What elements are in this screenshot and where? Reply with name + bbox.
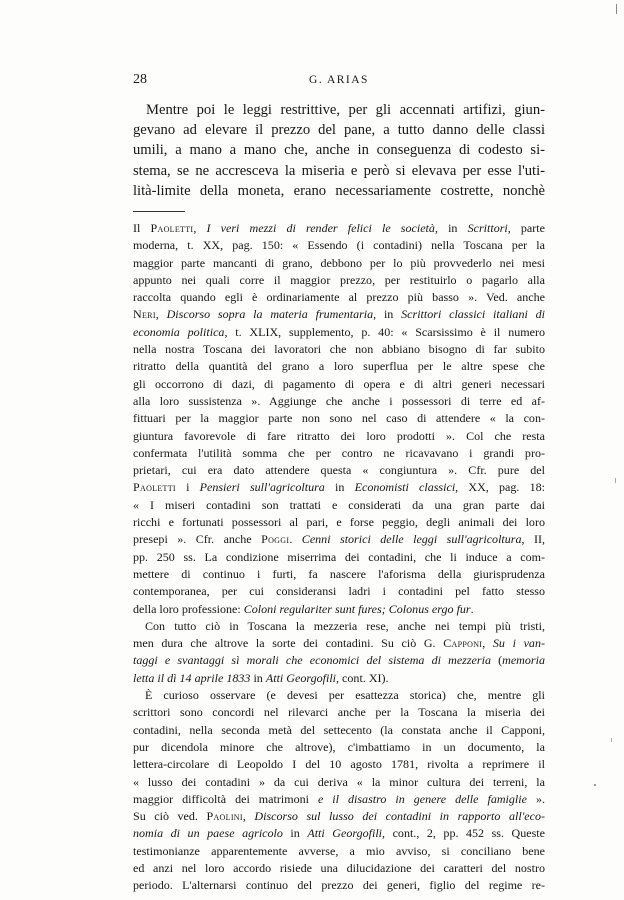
footnote-line (133, 843, 545, 860)
text-segment: alla loro sussistenza ». Aggiunge che anche i possessori di terre ed af- (133, 393, 545, 408)
footnote-line (133, 791, 545, 808)
scan-mark (611, 738, 612, 742)
text-segment: ed anzi nel loro accordo risiede una dilucidazione dei caratteri del nostro (133, 860, 545, 875)
main-text-line: lità-limite della moneta, erano necessariamente costrette, nonchè (133, 182, 545, 199)
text-segment: , (482, 636, 493, 651)
scan-mark (616, 4, 617, 14)
footnote-line (133, 601, 545, 618)
footnote-line (133, 358, 545, 375)
text-segment: ( (490, 653, 503, 668)
text-segment: scrittori sono concordi nel rilevarci anche per la Toscana la miseria dei (133, 705, 545, 720)
italic-text: Su i van- (492, 636, 545, 651)
page-header (133, 72, 545, 90)
text-segment: della loro professione: (133, 601, 244, 616)
text-segment: È curioso osservare (e devesi per esattezza storica) che, mentre gli (145, 688, 545, 703)
footnote-line (133, 462, 545, 479)
footnote-line (133, 479, 545, 496)
italic-text: nomia di un paese agricolo (133, 826, 283, 841)
footnote-line (133, 341, 545, 358)
italic-text: letta il dì 14 aprile 1833 (133, 670, 251, 685)
author-name: Capponi (443, 636, 483, 651)
footnote-line (133, 618, 545, 635)
author-name: Paoletti (150, 221, 194, 235)
footnote-line (133, 255, 545, 272)
author-name: Paolini (206, 809, 243, 824)
footnote-line (133, 410, 545, 427)
italic-text: economia politica (133, 324, 225, 339)
text-segment: , parte (507, 221, 545, 235)
text-segment: ritratto della quantità del grano a loro superflua per le altre spese che (133, 359, 545, 374)
footnote-line (133, 687, 545, 704)
text-segment: raccolta quando egli è ordinariamente al prezzo più basso ». Ved. anche (133, 290, 545, 305)
footnote-line (133, 272, 545, 289)
text-segment: men dura che altrove la sorte dei contadini. Su ciò G. (133, 636, 444, 651)
footnote-line (133, 635, 545, 652)
text-segment: . (470, 601, 474, 616)
footnote-line (133, 497, 545, 514)
text-segment: in (282, 826, 308, 841)
text-segment: Su ciò ved. (133, 809, 207, 824)
text-segment: nella nostra Toscana dei lavoratori che non abbiano bisogno di far subito (133, 342, 545, 357)
text-segment: pp. 250 ss. La condizione miserrima dei contadini, che li induce a com- (133, 549, 545, 564)
italic-text: Cenni storici delle leggi sull'agricoltura (301, 532, 522, 547)
text-segment: , (193, 221, 207, 235)
text-segment: periodo. L'alternarsi continuo del prezzo dei generi, figlio del regime re- (133, 878, 545, 893)
text-segment: contemporanea, per cui consideransi ladri i contadini pel fatto stesso (133, 584, 545, 599)
footnote-line (133, 739, 545, 756)
italic-text: Atti Georgofili (265, 670, 337, 685)
text-segment: , XX, pag. 18: (455, 480, 545, 495)
text-segment: testimonianze apparentemente avverse, a mio avviso, si conciliano bene (133, 843, 545, 858)
text-segment: , cont. XI). (336, 670, 389, 685)
text-segment: « I miseri contadini son trattati e considerati da una gran parte dai (133, 497, 545, 512)
text-segment: in (324, 480, 355, 495)
text-segment: ricchi e fortunati possessori al pari, e forse peggio, degli animali dei loro (133, 515, 545, 530)
footnote-line (133, 652, 545, 669)
italic-text: taggi e svantaggi sì morali che economici del sistema di mezzeria (133, 653, 491, 668)
text-segment: , in (373, 307, 402, 322)
text-segment: prietari, cui era dato attendere questa « congiuntura ». Cfr. pure del (133, 463, 545, 478)
text-segment: contadini, nella seconda metà del settecento (la constata anche il Capponi, (133, 722, 545, 737)
text-segment: , (242, 809, 255, 824)
footnotes (133, 220, 545, 895)
scan-mark (594, 784, 596, 786)
main-text-line: stema, se ne accresceva la miseria e però si elevava per esse l'uti- (133, 162, 545, 179)
footnote-line (133, 220, 545, 237)
footnote-line (133, 289, 545, 306)
text-segment: . (289, 532, 302, 547)
italic-text: e il disastro in genere delle famiglie (317, 791, 527, 806)
author-name: Paoletti (133, 480, 176, 495)
footnote-line (133, 756, 545, 773)
text-segment: moderna, t. XX, pag. 150: « Essendo (i contadini) nella Toscana per la (133, 238, 545, 253)
footnote-line (133, 583, 545, 600)
italic-text: Discorso sul lusso dei contadini in rapporto all'eco- (254, 809, 545, 824)
text-segment: lettera-circolare di Leopoldo I del 10 agosto 1781, rivolta a reprimere il (133, 757, 545, 772)
footnote-line (133, 860, 545, 877)
footnote-line (133, 428, 545, 445)
text-segment: pur dicendola minore che altrove), c'imbattiamo in un documento, la (133, 739, 545, 754)
footnote-line (133, 877, 545, 894)
italic-text: Pensieri sull'agricoltura (199, 480, 325, 495)
text-segment: maggior parte mancanti di grano, debbono per lo più provvederlo nei mesi (133, 255, 545, 270)
italic-text: I veri mezzi di render felici le società (206, 221, 435, 235)
text-segment: i (175, 480, 200, 495)
italic-text: Discorso sopra la materia frumentaria (166, 307, 374, 322)
footnote-line (133, 393, 545, 410)
footnote-line (133, 722, 545, 739)
footnote-line (133, 704, 545, 721)
text-segment: , t. XLIX, supplemento, p. 40: « Scarsissimo è il numero (224, 324, 545, 339)
footnote-line (133, 237, 545, 254)
footnote-line (133, 531, 545, 548)
main-text (133, 100, 545, 201)
footnote-line (133, 549, 545, 566)
italic-text: Coloni regulariter sunt fures; Colonus ergo fur (243, 601, 471, 616)
footnote-line (133, 825, 545, 842)
italic-text: Scrittori classici italiani di (401, 307, 545, 322)
main-text-line: gevano ad elevare il prezzo del pane, a tutto danno delle classi (133, 122, 545, 139)
text-segment: presepi ». Cfr. anche (133, 532, 262, 547)
text-segment: Il (133, 221, 151, 235)
text-segment: , in (434, 221, 468, 235)
footnote-line (133, 445, 545, 462)
text-segment: ». (526, 791, 545, 806)
footnote-line (133, 376, 545, 393)
scan-mark (615, 478, 616, 483)
main-text-line: Mentre poi le leggi restrittive, per gli accennati artifizi, giun- (146, 102, 545, 118)
footnote-line (133, 306, 545, 323)
italic-text: memoria (502, 653, 545, 668)
italic-text: Economisti classici (354, 480, 456, 495)
running-head: G. ARIAS (309, 74, 369, 86)
italic-text: Scrittori (467, 221, 508, 235)
main-text-line: umili, a mano a mano che, anche in conseguenza di codesto si- (133, 142, 545, 159)
footnote-line (133, 808, 545, 825)
footnote-line (133, 514, 545, 531)
text-segment: gli occorrono di dazi, di pagamento di opera e di altri generi necessari (133, 376, 545, 391)
text-segment: in (250, 670, 266, 685)
author-name: Poggi (261, 532, 290, 547)
footnote-line (133, 566, 545, 583)
text-segment: fittuari per la maggior parte non sono nel caso di attendere « la con- (133, 411, 545, 426)
italic-text: Atti Georgofili (307, 826, 383, 841)
footnote-separator (133, 211, 185, 212)
author-name: Neri (133, 307, 156, 322)
text-segment: Con tutto ciò in Toscana la mezzeria rese, anche nei tempi più tristi, (145, 618, 545, 633)
text-segment: , II, (521, 532, 545, 547)
footnote-line (133, 670, 545, 687)
footnote-line (133, 324, 545, 341)
text-segment: , cont., 2, pp. 452 ss. Queste (382, 826, 545, 841)
footnote-line (133, 774, 545, 791)
page-number: 28 (133, 72, 147, 87)
text-segment: giuntura favorevole di fare ritratto dei loro prodotti ». Col che resta (133, 428, 545, 443)
text-segment: appunto nei quali corre il maggior prezzo, per restituirlo o pagarlo alla (133, 272, 545, 287)
text-segment: , (155, 307, 167, 322)
text-segment: « lusso dei contadini » da cui deriva « la minor cultura dei terreni, la (133, 774, 545, 789)
text-segment: mettere di continuo i furti, fa nascere l'aforisma della giurisprudenza (133, 566, 545, 581)
text-segment: maggior difficoltà dei matrimoni (133, 791, 318, 806)
text-segment: confermata l'utilità somma che per contro ne ricavavano i grandi pro- (133, 445, 545, 460)
